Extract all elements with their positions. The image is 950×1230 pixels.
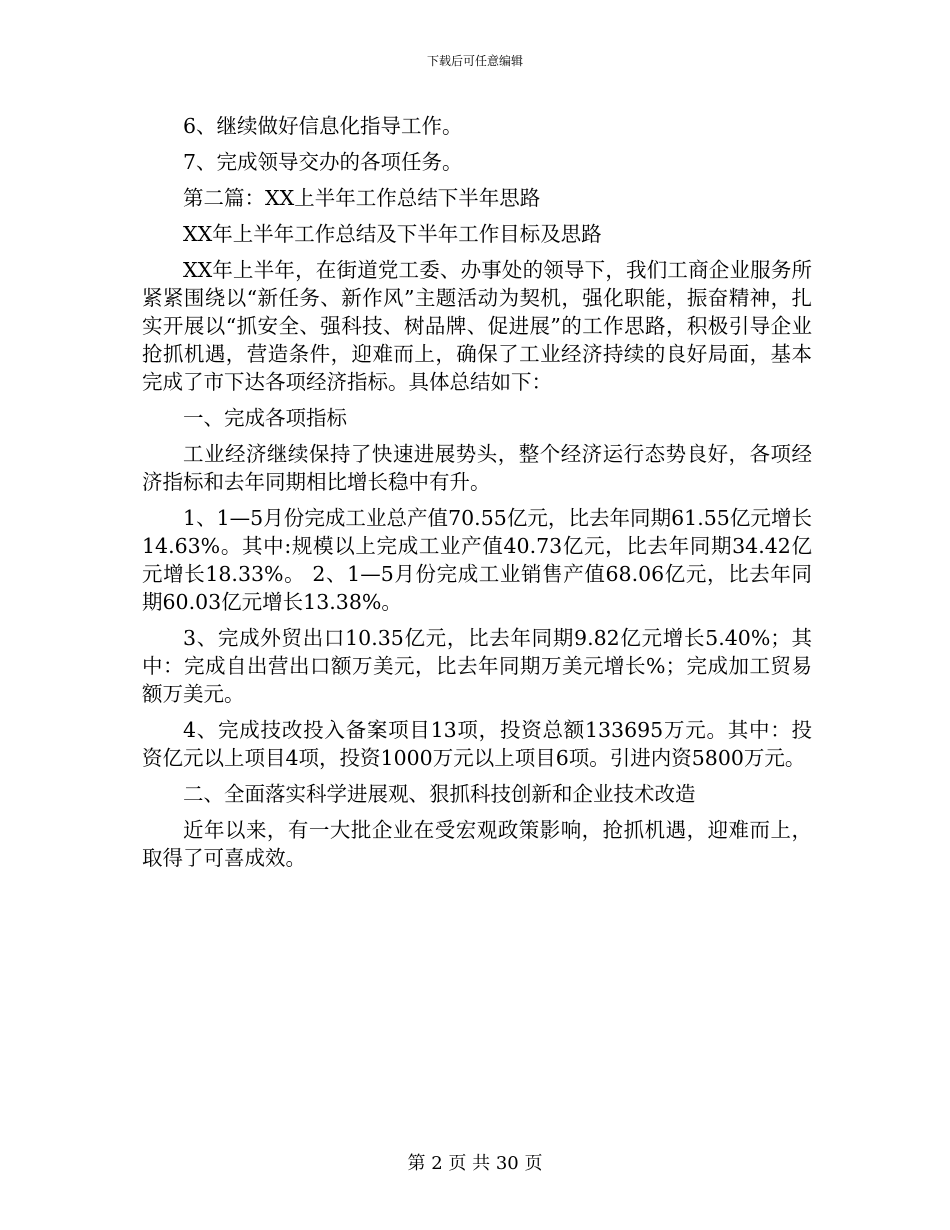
paragraph-intro: XX年上半年，在街道党工委、办事处的领导下，我们工商企业服务所紧紧围绕以“新任务、新作风”主题活动为契机，强化职能，振奋精神，扎实开展以“抓安全、强科技、树品牌、促进展”的工作思路，积极引导企业抢抓机遇，营造条件，迎难而上，确保了工业经济持续的良好局面，基本完成了市下达各项经济指标。具体总结如下： <box>142 258 812 394</box>
paragraph-investment: 4、完成技改投入备案项目13项，投资总额133695万元。其中：投资亿元以上项目4项，投资1000万元以上项目6项。引进内资5800万元。 <box>142 718 812 770</box>
paragraph-economy-overview: 工业经济继续保持了快速进展势头，整个经济运行态势良好，各项经济指标和去年同期相比增长稳中有升。 <box>142 442 812 494</box>
section-heading-indicators: 一、完成各项指标 <box>183 406 347 430</box>
paragraph-output-value: 1、1—5月份完成工业总产值70.55亿元，比去年同期61.55亿元增长14.63%。其中:规模以上完成工业产值40.73亿元，比去年同期34.42亿元增长18.33%。 2、1—5月份完成工业销售产值68.06亿元，比去年同期60.03亿元增长13.38%。 <box>142 506 812 614</box>
document-body <box>142 112 812 872</box>
paragraph-exports: 3、完成外贸出口10.35亿元，比去年同期9.82亿元增长5.40%；其中：完成自出营出口额万美元，比去年同期万美元增长%；完成加工贸易额万美元。 <box>142 626 812 706</box>
paragraph-item-7: 7、完成领导交办的各项任务。 <box>183 150 463 174</box>
document-subtitle: XX年上半年工作总结及下半年工作目标及思路 <box>183 222 602 246</box>
paragraph-item-6: 6、继续做好信息化指导工作。 <box>183 114 463 138</box>
page-number-footer: 第 2 页 共 30 页 <box>407 1153 543 1174</box>
page-header: 下载后可任意编辑 <box>426 54 523 68</box>
section-heading-innovation: 二、全面落实科学进展观、狠抓科技创新和企业技术改造 <box>183 782 696 806</box>
paragraph-recent-years: 近年以来，有一大批企业在受宏观政策影响，抢抓机遇，迎难而上，取得了可喜成效。 <box>142 818 812 870</box>
section-heading-part-two: 第二篇：XX上半年工作总结下半年思路 <box>183 186 541 210</box>
